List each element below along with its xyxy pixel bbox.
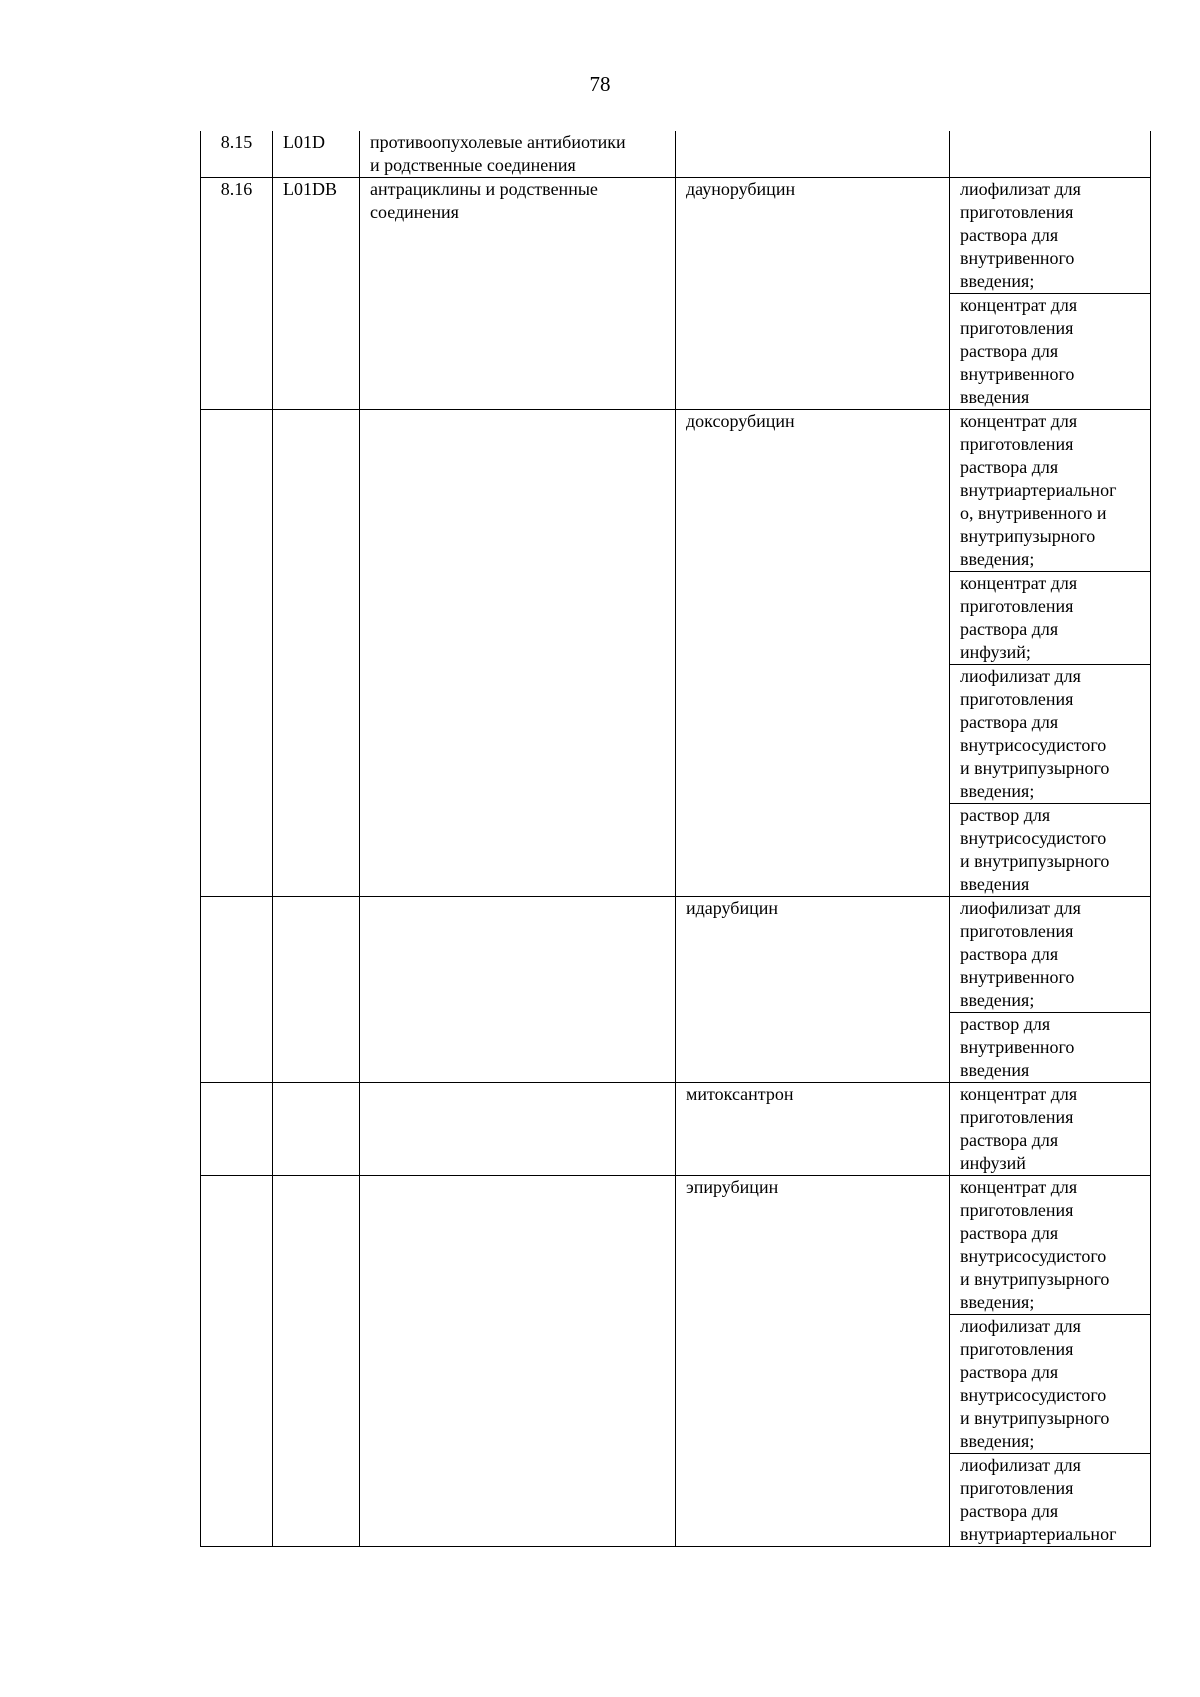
dosage-form-line: концентрат для: [960, 411, 1078, 431]
atc-code-cell: [273, 1176, 360, 1547]
dosage-form-line: внутрисосудистого: [960, 1246, 1107, 1266]
dosage-form-line: внутривенного: [960, 967, 1075, 987]
dosage-form-line: лиофилизат для: [960, 1316, 1081, 1336]
dosage-form-line: раствор для: [960, 805, 1051, 825]
dosage-form-item: [950, 897, 1150, 1012]
dosage-form-line: о, внутривенного и: [960, 503, 1107, 523]
dosage-form-line: лиофилизат для: [960, 666, 1081, 686]
dosage-form-line: приготовления: [960, 921, 1074, 941]
dosage-form-line: концентрат для: [960, 573, 1078, 593]
dosage-form-line: лиофилизат для: [960, 898, 1081, 918]
dosage-form-line: введения;: [960, 549, 1035, 569]
dosage-forms-cell: [950, 1176, 1151, 1547]
atc-code: L01D: [283, 132, 325, 152]
dosage-forms-cell: [950, 897, 1151, 1083]
anatomical-group-cell: [360, 410, 676, 897]
row-number-cell: [201, 178, 273, 410]
table-body: [201, 131, 1151, 1547]
atc-code-cell: [273, 131, 360, 178]
drug-name-cell: [676, 1176, 950, 1547]
dosage-form-line: приготовления: [960, 318, 1074, 338]
row-number-cell: [201, 131, 273, 178]
dosage-form-line: введения;: [960, 781, 1035, 801]
group-name-line: противоопухолевые антибиотики: [370, 132, 626, 152]
page-number: 78: [589, 72, 611, 96]
dosage-form-line: введения;: [960, 271, 1035, 291]
dosage-form-line: раствора для: [960, 1362, 1059, 1382]
dosage-form-line: инфузий: [960, 1153, 1026, 1173]
dosage-form-line: и внутрипузырного: [960, 1408, 1110, 1428]
dosage-forms-cell: [950, 1083, 1151, 1176]
table-row: [201, 410, 1151, 897]
table-row: [201, 178, 1151, 410]
dosage-form-line: внутривенного: [960, 364, 1075, 384]
dosage-form-item: [950, 178, 1150, 293]
dosage-form-item: [950, 803, 1150, 896]
drug-name-cell: [676, 131, 950, 178]
dosage-form-line: приготовления: [960, 1339, 1074, 1359]
table-row: [201, 1083, 1151, 1176]
dosage-form-line: введения: [960, 874, 1030, 894]
dosage-form-line: и внутрипузырного: [960, 1269, 1110, 1289]
dosage-form-line: внутривенного: [960, 1037, 1075, 1057]
dosage-form-line: приготовления: [960, 1478, 1074, 1498]
dosage-form-item: [950, 410, 1150, 571]
dosage-form-line: внутрисосудистого: [960, 735, 1107, 755]
dosage-form-line: раствора для: [960, 1501, 1059, 1521]
dosage-form-line: внутриартериальног: [960, 480, 1117, 500]
dosage-form-item: [950, 1453, 1150, 1546]
dosage-form-line: раствора для: [960, 225, 1059, 245]
dosage-form-line: раствора для: [960, 341, 1059, 361]
dosage-form-line: введения;: [960, 1292, 1035, 1312]
row-number-cell: [201, 1176, 273, 1547]
dosage-form-line: введения;: [960, 990, 1035, 1010]
anatomical-group-cell: [360, 131, 676, 178]
dosage-form-line: раствора для: [960, 1223, 1059, 1243]
dosage-form-line: раствора для: [960, 944, 1059, 964]
dosage-form-line: концентрат для: [960, 295, 1078, 315]
atc-code-cell: [273, 897, 360, 1083]
table-row: [201, 1176, 1151, 1547]
atc-code: L01DB: [283, 179, 337, 199]
dosage-form-line: инфузий;: [960, 642, 1031, 662]
drug-name: идарубицин: [686, 898, 778, 918]
dosage-form-line: внутриартериальног: [960, 1524, 1117, 1544]
dosage-form-line: приготовления: [960, 689, 1074, 709]
dosage-form-line: внутривенного: [960, 248, 1075, 268]
anatomical-group-cell: [360, 897, 676, 1083]
dosage-form-line: раствор для: [960, 1014, 1051, 1034]
row-number-cell: [201, 1083, 273, 1176]
dosage-form-line: концентрат для: [960, 1084, 1078, 1104]
dosage-forms-cell: [950, 410, 1151, 897]
dosage-form-item: [950, 571, 1150, 664]
dosage-forms-cell: [950, 178, 1151, 410]
dosage-form-line: раствора для: [960, 712, 1059, 732]
dosage-form-line: введения: [960, 387, 1030, 407]
row-number: 8.16: [220, 179, 253, 199]
group-name-line: соединения: [370, 202, 459, 222]
dosage-form-line: концентрат для: [960, 1177, 1078, 1197]
group-name-line: и родственные соединения: [370, 155, 576, 175]
drug-name-cell: [676, 178, 950, 410]
dosage-form-item: [950, 293, 1150, 409]
table-row: [201, 897, 1151, 1083]
dosage-form-line: приготовления: [960, 434, 1074, 454]
atc-code-cell: [273, 410, 360, 897]
anatomical-group-cell: [360, 1083, 676, 1176]
row-number-cell: [201, 897, 273, 1083]
anatomical-group-cell: [360, 178, 676, 410]
drug-name: даунорубицин: [686, 179, 796, 199]
atc-code-cell: [273, 1083, 360, 1176]
dosage-form-line: лиофилизат для: [960, 179, 1081, 199]
drug-name: эпирубицин: [686, 1177, 779, 1197]
dosage-form-line: внутрипузырного: [960, 526, 1096, 546]
dosage-form-line: введения;: [960, 1431, 1035, 1451]
dosage-forms-cell: [950, 131, 1151, 178]
row-number-cell: [201, 410, 273, 897]
drug-name: митоксантрон: [686, 1084, 794, 1104]
group-name-line: антрациклины и родственные: [370, 179, 598, 199]
drug-name-cell: [676, 410, 950, 897]
dosage-form-line: приготовления: [960, 202, 1074, 222]
dosage-form-item: [950, 1083, 1150, 1175]
dosage-form-item: [950, 1012, 1150, 1082]
dosage-form-line: раствора для: [960, 1130, 1059, 1150]
dosage-form-line: внутрисосудистого: [960, 828, 1107, 848]
dosage-form-item: [950, 1176, 1150, 1314]
dosage-form-line: введения: [960, 1060, 1030, 1080]
drug-name-cell: [676, 897, 950, 1083]
dosage-form-line: раствора для: [960, 619, 1059, 639]
row-number: 8.15: [220, 132, 253, 152]
anatomical-group-cell: [360, 1176, 676, 1547]
dosage-form-line: и внутрипузырного: [960, 851, 1110, 871]
table-row: [201, 131, 1151, 178]
dosage-form-line: приготовления: [960, 596, 1074, 616]
dosage-form-line: внутрисосудистого: [960, 1385, 1107, 1405]
dosage-form-line: лиофилизат для: [960, 1455, 1081, 1475]
drug-table: [200, 131, 1151, 1547]
dosage-form-line: раствора для: [960, 457, 1059, 477]
dosage-form-item: [950, 664, 1150, 803]
dosage-form-line: и внутрипузырного: [960, 758, 1110, 778]
dosage-form-line: приготовления: [960, 1200, 1074, 1220]
drug-name-cell: [676, 1083, 950, 1176]
drug-name: доксорубицин: [686, 411, 795, 431]
dosage-form-item: [950, 1314, 1150, 1453]
atc-code-cell: [273, 178, 360, 410]
dosage-form-line: приготовления: [960, 1107, 1074, 1127]
